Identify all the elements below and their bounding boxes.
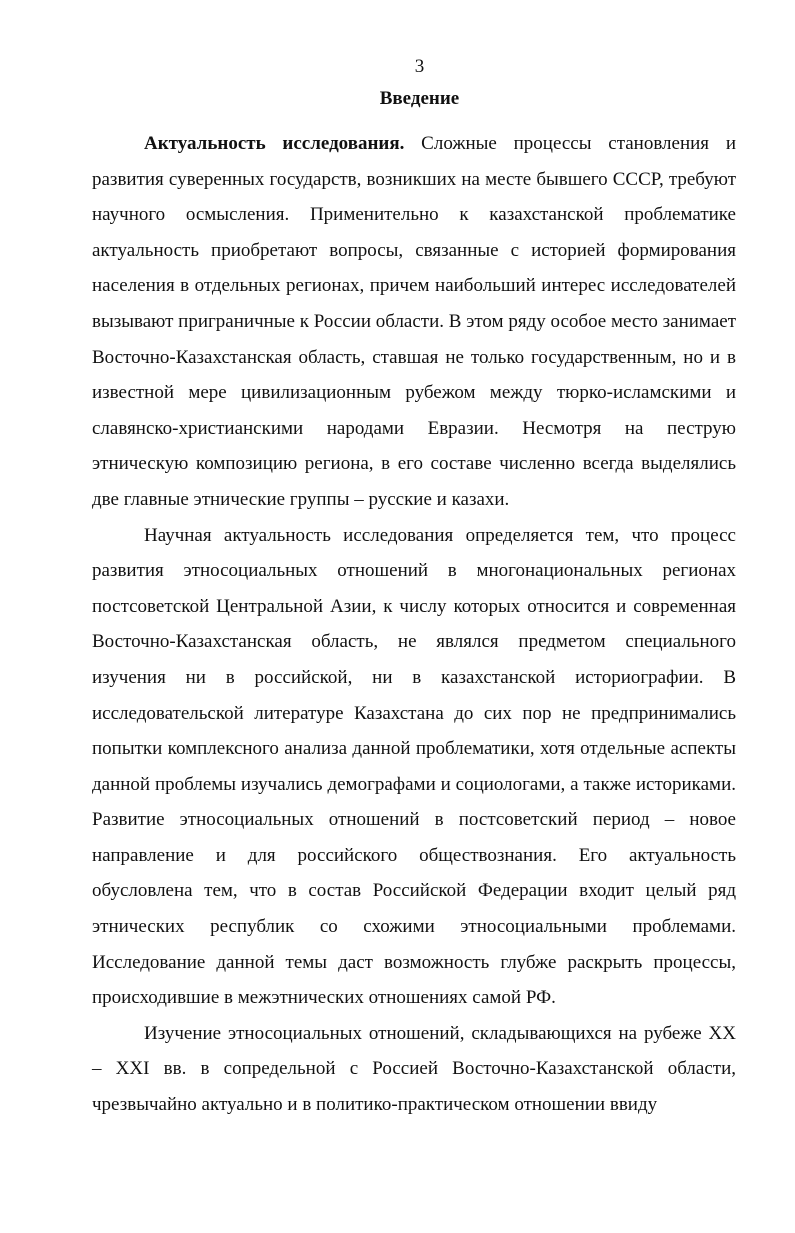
paragraph-practical-relevance xyxy=(92,1016,736,1123)
page-number: 3 xyxy=(414,56,425,77)
paragraph-relevance xyxy=(92,126,736,518)
paragraph-text: Научная актуальность исследования определяется тем, что процесс развития этносоциальных отношений в многонациональных регионах постсоветской Центральной Азии, к числу которых относится и современная Восточно-Казахстанская область, не являлся предметом специального изучения ни в российской, ни в казахстанской историографии. В исследовательской литературе Казахстана до сих пор не предпринимались попытки комплексного анализа данной проблематики, хотя отдельные аспекты данной проблемы изучались демографами и социологами, а также историками. Развитие этносоциальных отношений в постсоветский период – новое направление и для российского обществознания. Его актуальность обусловлена тем, что в состав Российской Федерации входит целый ряд этнических республик со схожими этносоциальными проблемами. Исследование данной темы даст возможность глубже раскрыть процессы, происходившие в межэтнических отношениях самой РФ. xyxy=(92,524,736,1009)
paragraph-text: Сложные процессы становления и развития суверенных государств, возникших на месте бывшего СССР, требуют научного осмысления. Применительно к казахстанской проблематике актуальность приобретают вопросы, связанные с историей формирования населения в отдельных регионах, причем наибольший интерес исследователей вызывают приграничные к России области. В этом ряду особое место занимает Восточно-Казахстанская область, ставшая не только государственным, но и в известной мере цивилизационным рубежом между тюрко-исламскими и славянско-христианскими народами Евразии. Несмотря на пеструю этническую композицию региона, в его составе численно всегда выделялись две главные этнические группы – русские и казахи. xyxy=(92,133,736,510)
paragraph-lead-bold: Актуальность исследования. xyxy=(144,133,405,154)
paragraph-text: Изучение этносоциальных отношений, складывающихся на рубеже XX – XXI вв. в сопредельной с Россией Восточно-Казахстанской области, чрезвычайно актуально и в политико-практическом отношении ввиду xyxy=(92,1022,736,1116)
body-text xyxy=(92,126,736,1123)
section-heading: Введение xyxy=(379,88,460,109)
paragraph-scientific-relevance xyxy=(92,518,736,1016)
